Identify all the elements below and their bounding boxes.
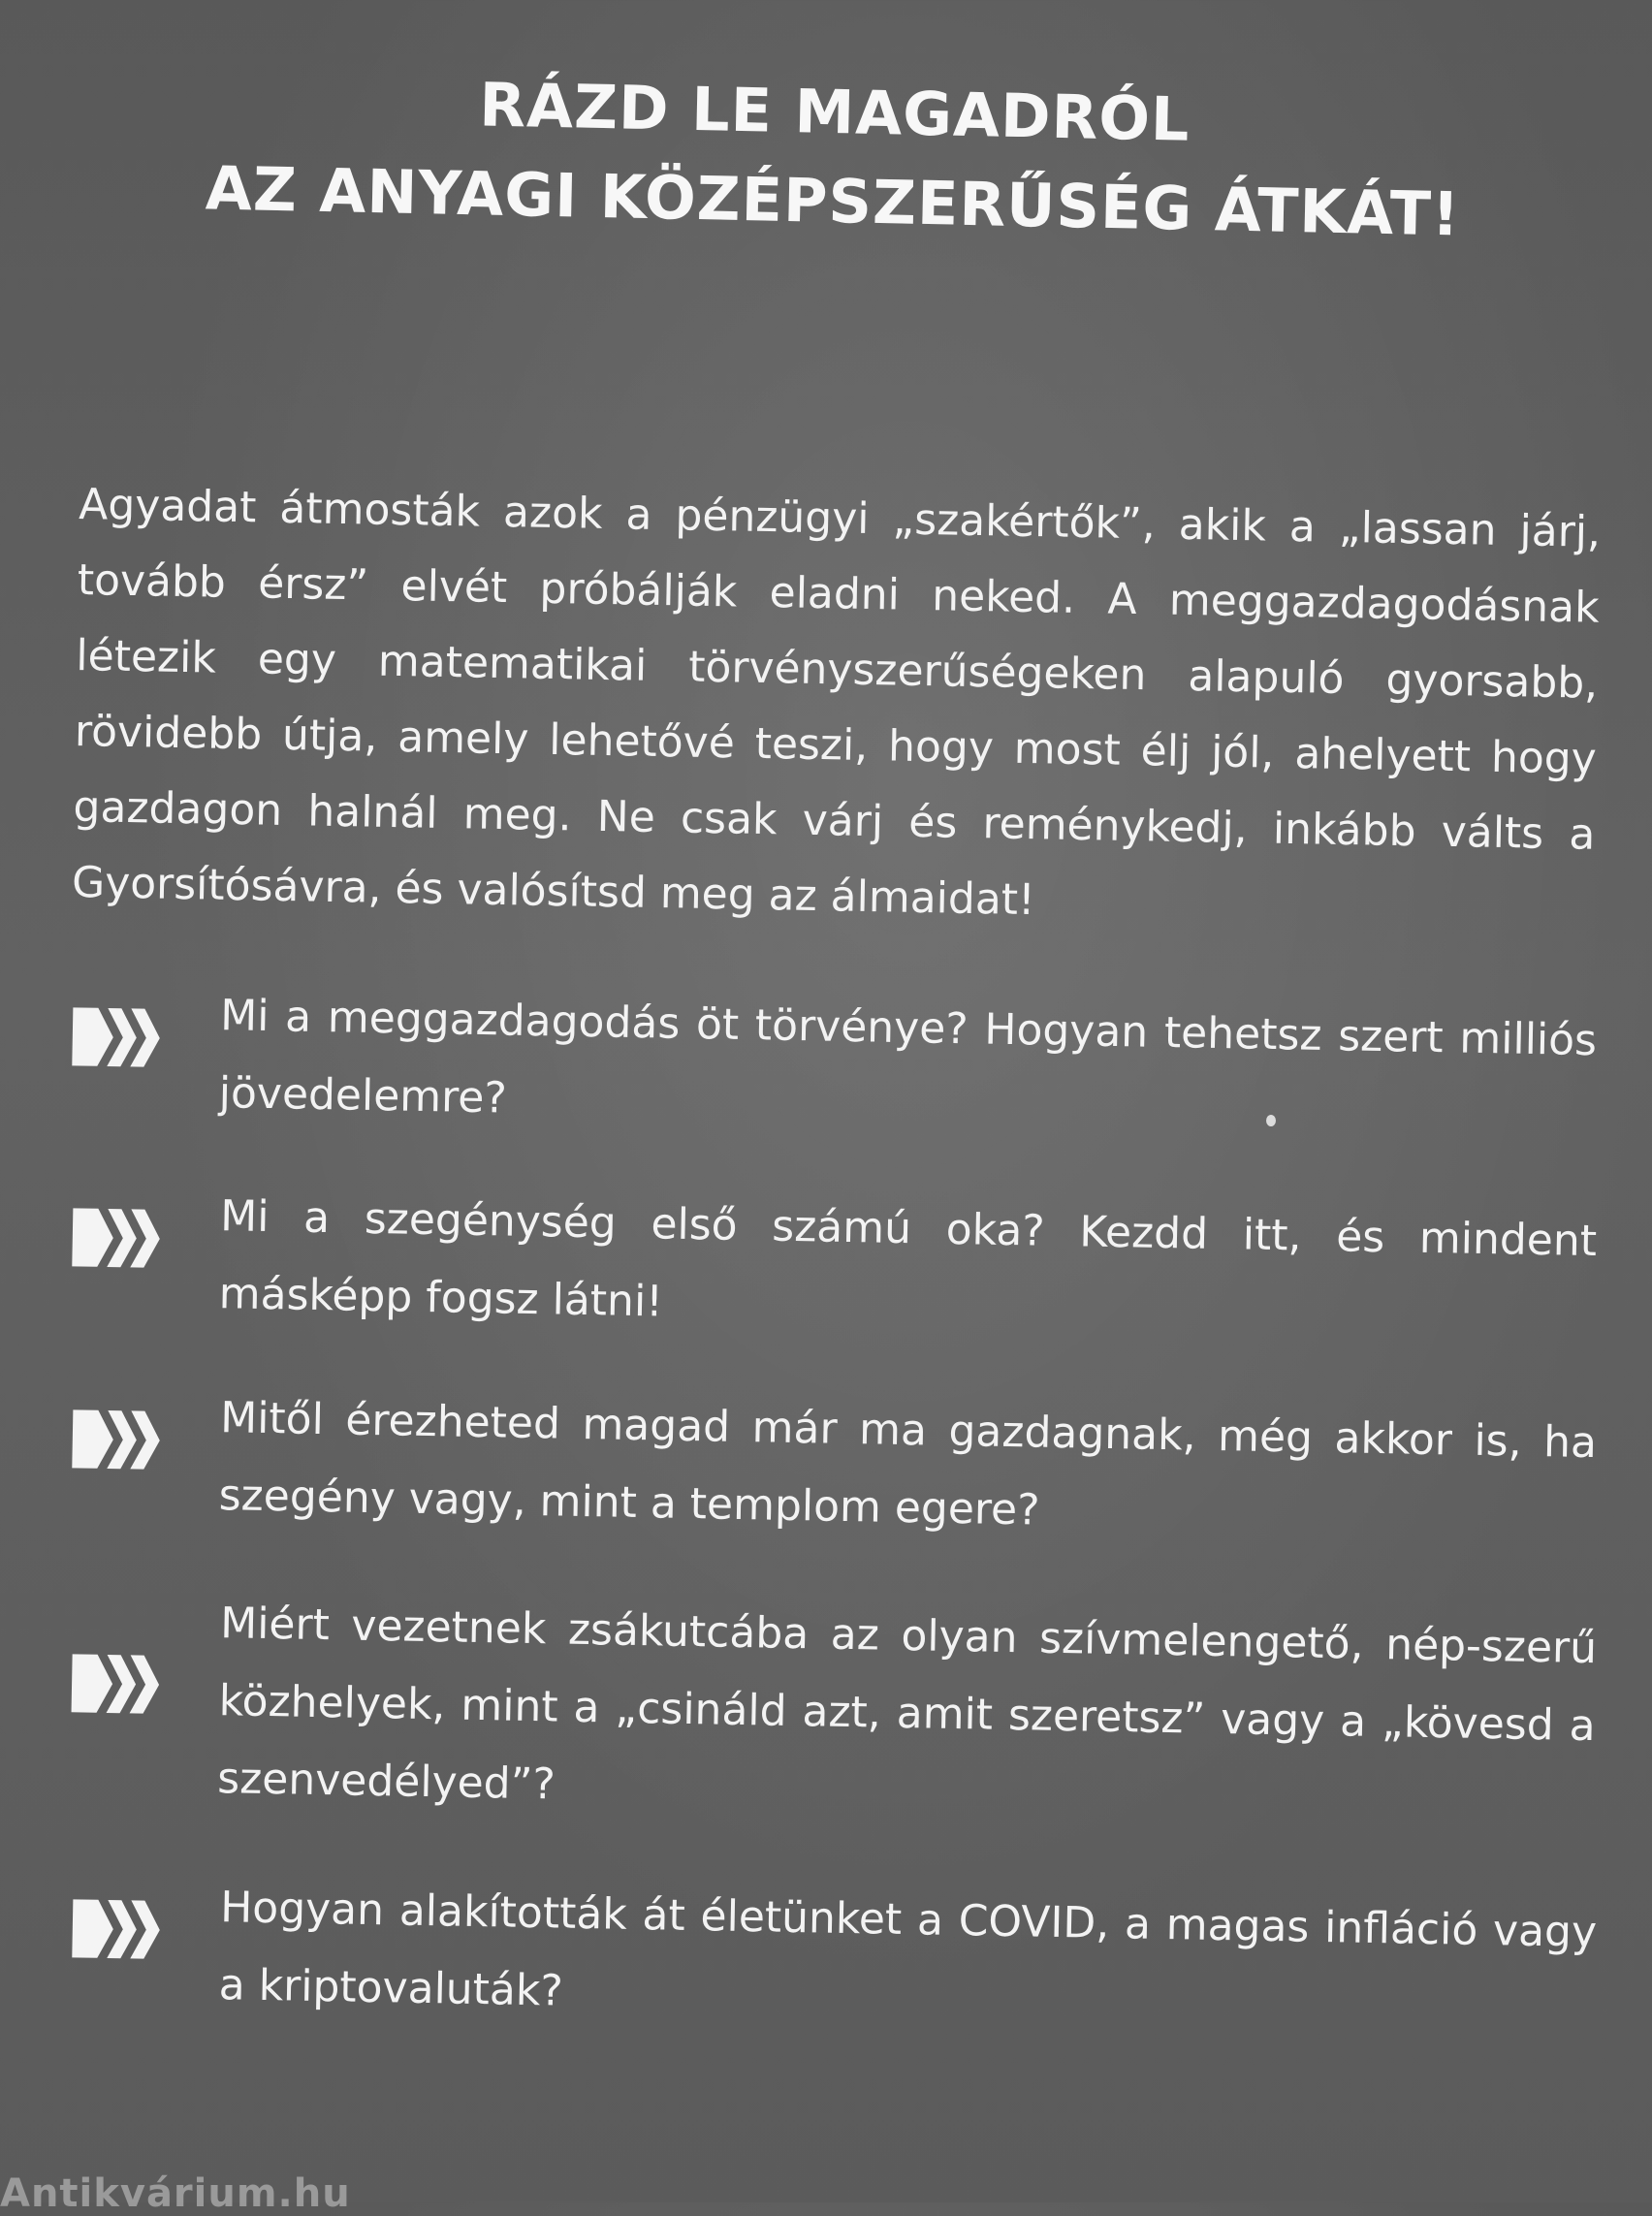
bullet-item-1 [56,974,1607,1124]
dust-speck [1266,1115,1276,1126]
bullet-text: Mitől érezheted magad már ma gazdagnak, még akkor is, ha szegény vagy, mint a templom egere? [218,1393,1598,1535]
triple-chevron-right-icon [68,1206,166,1270]
intro-paragraph: Agyadat átmosták azok a pénzügyi „szakértők”, akik a „lassan járj, tovább érsz” elvét próbálják eladni neked. A meggazdagodásnak létezik egy matematikai törvényszerűségeken alapuló gyorsabb, rövidebb útja, amely lehetővé teszi, hogy most élj jól, ahelyett hogy gazdagon halnál meg. Ne csak várj és reménykedj, inkább válts a Gyorsítósávra, és valósítsd meg az álmaidat! [71,479,1602,926]
bullet-item-2 [56,1175,1607,1327]
headline-line-1: RÁZD LE MAGADRÓL [478,69,1191,155]
triple-chevron-right-icon [68,1408,166,1472]
triple-chevron-right-icon [68,1005,166,1069]
watermark: Antikvárium.hu [0,2171,351,2216]
cover-headline [173,54,1495,260]
triple-chevron-right-icon [68,1897,166,1961]
bullet-text: Hogyan alakították át életünket a COVID, a magas infláció vagy a kriptovaluták? [218,1883,1598,2016]
headline-line-2: AZ ANYAGI KÖZÉPSZERŰSÉG ÁTKÁT! [205,152,1461,250]
bullet-item-5 [56,1866,1607,2016]
bullet-text: Mi a szegénység első számú oka? Kezdd itt, és mindent másképp fogsz látni! [218,1191,1598,1327]
triple-chevron-right-icon [68,1652,166,1716]
bullet-text: Mi a meggazdagodás öt törvénye? Hogyan tehetsz szert milliós jövedelemre? [218,991,1598,1124]
bullet-text: Miért vezetnek zsákutcába az olyan szívmelengető, nép-szerű közhelyek, mint a „csináld azt, amit szeretsz” vagy a „kövesd a szenvedélyed”? [216,1599,1598,1810]
bullet-item-3 [56,1377,1607,1535]
bullet-item-4 [56,1582,1607,1810]
